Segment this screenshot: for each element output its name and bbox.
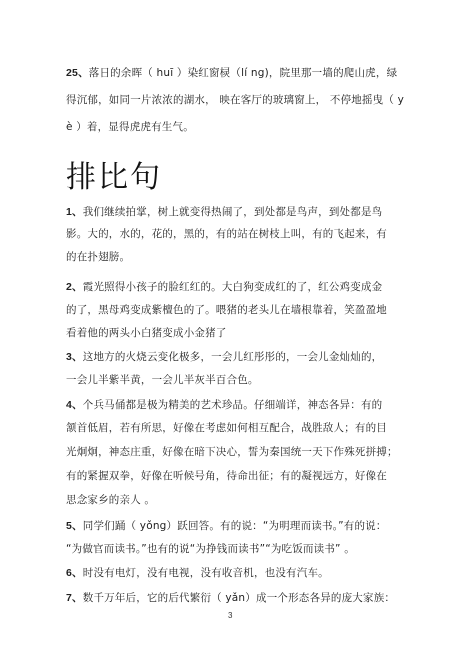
item-3-line-1: [66, 350, 382, 364]
item-5-text-1: 同学们踊（ yǒng）跃回答。有的说：“为明理而读书。”有的说：: [82, 520, 387, 532]
item-2-number: 2、: [66, 281, 83, 293]
item-3-number: 3、: [66, 351, 83, 363]
item-25-text-1: 落日的余晖（ huī ）染红窗棂（lí ng)，院里那一墙的爬山虎，绿: [88, 67, 398, 79]
item-4-line-5: 思念家乡的亲人 。: [66, 494, 156, 506]
item-6-number: 6、: [66, 567, 83, 579]
item-4-line-1: [66, 398, 382, 412]
item-4-text-1: 个兵马俑都是极为精美的艺术珍品。仔细端详，神态各异：有的: [82, 399, 383, 411]
item-7-text-1: 数千万年后，它的后代繁衍（ yǎn）成一个形态各异的庞大家族：: [82, 592, 396, 604]
item-4-line-3: 光炯炯，神态庄重，好像在暗下决心，誓为秦国统一天下作殊死拼搏；: [66, 446, 398, 458]
item-7-line-1: [66, 591, 395, 605]
section-heading: 排比句: [66, 160, 162, 195]
item-3-line-2: 一会儿半紫半黄，一会儿半灰半百合色。: [66, 374, 259, 386]
item-3-text-1: 这地方的火烧云变化极多，一会儿红彤彤的，一会儿金灿灿的，: [82, 351, 383, 363]
page-number: 3: [228, 611, 233, 620]
item-25-line-2: 得沉郁，如同一片浓浓的湖水， 映在客厅的玻璃窗上， 不停地摇曳（ y: [66, 94, 405, 106]
item-25-line-3: è ）着，显得虎虎有生气。: [66, 121, 194, 133]
item-5-line-2: “为做官而读书。”也有的说“为挣钱而读书”“为吃饭而读书” 。: [66, 543, 355, 555]
item-5-number: 5、: [66, 520, 83, 532]
item-2-line-2: 的了，黑母鸡变成紫檀色的了。喂猪的老头儿在墙根靠着，笑盈盈地: [66, 304, 387, 316]
item-6-line-1: [66, 566, 329, 580]
item-1-number: 1、: [66, 206, 83, 218]
item-2-line-1: [66, 280, 382, 294]
item-4-line-4: 有的紧握双拳，好像在听候号角，待命出征；有的凝视远方，好像在: [66, 470, 387, 482]
item-25-line-1: [66, 66, 397, 80]
item-4-line-2: 颔首低眉，若有所思，好像在考虑如何相互配合，战胜敌人；有的目: [66, 422, 387, 434]
item-6-text-1: 时没有电灯，没有电视，没有收音机，也没有汽车。: [82, 567, 329, 579]
item-4-number: 4、: [66, 399, 83, 411]
item-2-line-3: 看着他的两头小白猪变成小金猪了: [66, 327, 227, 339]
item-25-number: 25、: [66, 67, 89, 79]
item-1-text-1: 我们继续拍掌，树上就变得热闹了，到处都是鸟声，到处都是鸟: [82, 206, 383, 218]
item-7-number: 7、: [66, 592, 83, 604]
item-1-line-3: 的在扑翅膀。: [66, 251, 131, 263]
item-5-line-1: [66, 519, 387, 533]
item-1-line-2: 影。大的，水的，花的，黑的，有的站在树枝上叫，有的飞起来，有: [66, 228, 387, 240]
item-2-text-1: 霞光照得小孩子的脸红红的。大白狗变成红的了，红公鸡变成金: [82, 281, 383, 293]
item-1-line-1: [66, 205, 382, 219]
